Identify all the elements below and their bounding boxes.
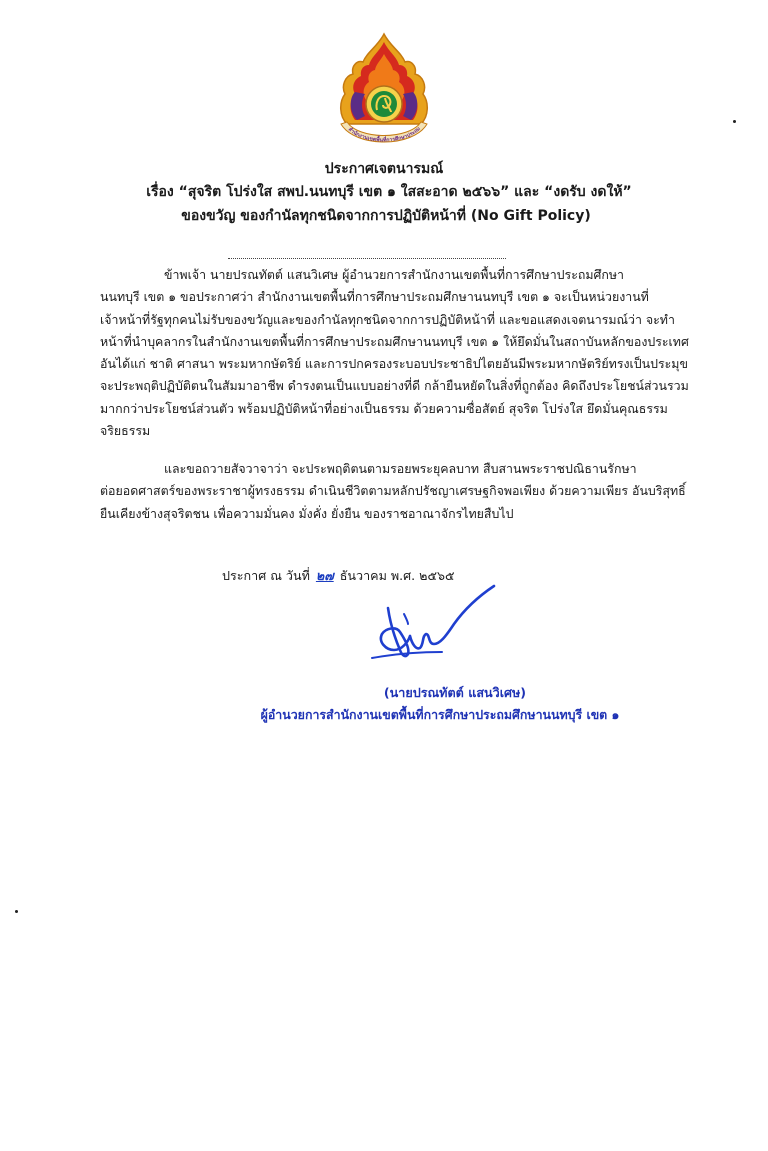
signatory-position: ผู้อำนวยการสำนักงานเขตพื้นที่การศึกษาประถมศึกษานนทบุรี เขต ๑ — [260, 707, 620, 722]
date-suffix: ธันวาคม พ.ศ. ๒๕๖๕ — [339, 568, 455, 583]
heading-block — [0, 158, 768, 228]
paragraph-line: และขอถวายสัจวาจาว่า จะประพฤติตนตามรอยพระยุคลบาท สืบสานพระราชปณิธานรักษา — [164, 461, 637, 476]
paragraph-line: อันได้แก่ ชาติ ศาสนา พระมหากษัตริย์ และการปกครองระบอบประชาธิปไตยอันมีพระมหากษัตริย์ทรงเป็นประมุข — [100, 356, 688, 372]
dotted-divider — [228, 258, 506, 259]
scan-speck — [733, 120, 736, 123]
scan-speck — [15, 910, 18, 913]
announcement-subject: เรื่อง “สุจริต โปร่งใส สพป.นนทบุรี เขต ๑ ใสสะอาด ๒๕๖๖” และ “งดรับ งดให้” — [146, 184, 632, 200]
paragraph-line: หน้าที่นำบุคลากรในสำนักงานเขตพื้นที่การศึกษาประถมศึกษานนทบุรี เขต ๑ ให้ยึดมั่นในสถาบันหลักของประเทศ — [100, 333, 689, 349]
paragraph-line: ยืนเคียงข้างสุจริตชน เพื่อความมั่นคง มั่งคั่ง ยั่งยืน ของราชอาณาจักรไทยสืบไป — [100, 505, 514, 521]
education-office-emblem-icon — [335, 32, 433, 156]
paragraph-line: จริยธรรม — [100, 423, 151, 439]
emblem-arc-text: สำนักงานเขตพื้นที่การศึกษาประถม — [346, 125, 422, 144]
announcement-title: ประกาศเจตนารมณ์ — [324, 161, 444, 177]
announcement-subject-continued: ของขวัญ ของกำนัลทุกชนิดจากการปฏิบัติหน้าที่ (No Gift Policy) — [181, 208, 591, 224]
paragraph-line: เจ้าหน้าที่รัฐทุกคนไม่รับของขวัญและของกำนัลทุกชนิดจากการปฏิบัติหน้าที่ และขอแสดงเจตนารมณ์ว่า จะทำ — [100, 311, 675, 327]
date-prefix: ประกาศ ณ วันที่ — [222, 568, 310, 583]
date-day-handwritten: ๒๗ — [315, 568, 334, 583]
body-paragraph-1 — [100, 264, 700, 442]
signatory-block — [230, 682, 650, 726]
paragraph-line: ต่อยอดศาสตร์ของพระราชาผู้ทรงธรรม ดำเนินชีวิตตามหลักปรัชญาเศรษฐกิจพอเพียง ด้วยความเพียร อันบริสุทธิ์ — [100, 483, 686, 499]
paragraph-line: นนทบุรี เขต ๑ ขอประกาศว่า สำนักงานเขตพื้นที่การศึกษาประถมศึกษานนทบุรี เขต ๑ จะเป็นหน่วยงานที่ — [100, 289, 649, 305]
signatory-name: (นายปรณทัตต์ แสนวิเศษ) — [383, 685, 527, 700]
body-paragraph-2 — [100, 458, 700, 525]
paragraph-line: ข้าพเจ้า นายปรณทัตต์ แสนวิเศษ ผู้อำนวยการสำนักงานเขตพื้นที่การศึกษาประถมศึกษา — [164, 267, 625, 282]
handwritten-signature — [364, 578, 508, 678]
paragraph-line: จะประพฤติปฏิบัติตนในสัมมาอาชีพ ดำรงตนเป็นแบบอย่างที่ดี กล้ายืนหยัดในสิ่งที่ถูกต้อง คิดถึงประโยชน์ส่วนรวม — [100, 378, 689, 394]
paragraph-line: มากกว่าประโยชน์ส่วนตัว พร้อมปฏิบัติหน้าที่อย่างเป็นธรรม ด้วยความซื่อสัตย์ สุจริต โปร่งใส ยึดมั่นคุณธรรม — [100, 400, 668, 416]
